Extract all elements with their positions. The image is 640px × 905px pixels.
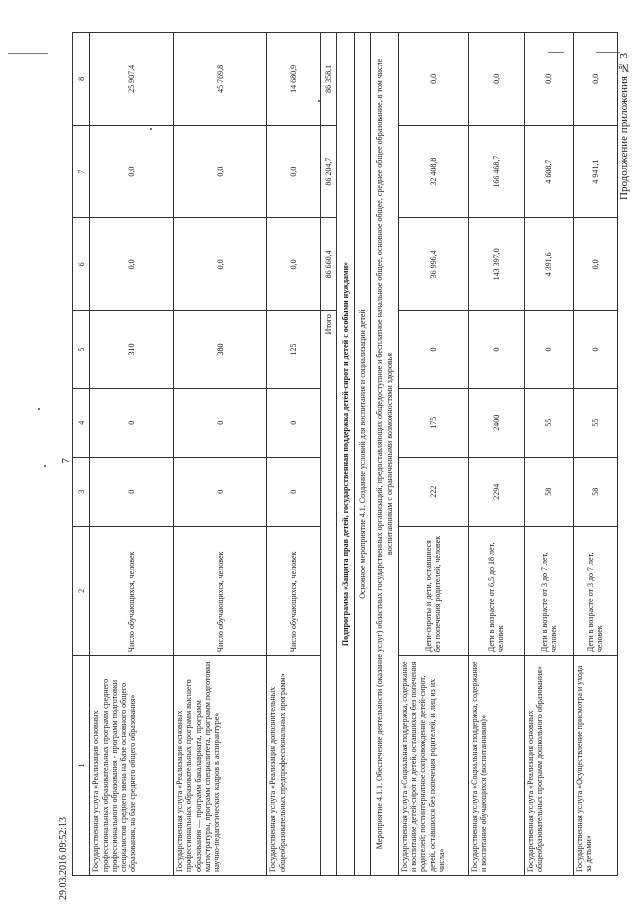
activity-row xyxy=(371,33,399,876)
cell-col8: 0,0 xyxy=(573,33,617,126)
cell-col3: 222 xyxy=(399,457,469,526)
total-row xyxy=(321,33,337,876)
column-number: 5 xyxy=(73,311,90,389)
cell-col5: 310 xyxy=(90,311,174,389)
cell-col3: 58 xyxy=(573,457,617,526)
column-number: 1 xyxy=(73,656,90,876)
cell-col7: 32 408,8 xyxy=(399,125,469,218)
column-number: 6 xyxy=(73,218,90,311)
cell-col3: 2294 xyxy=(468,457,524,526)
subprogram-title: Подпрограмма «Защита прав детей, государственная поддержка детей-сирот и детей с особыми нуждами» xyxy=(337,33,354,876)
column-number: 7 xyxy=(73,125,90,218)
cell-col4: 0 xyxy=(267,388,321,457)
services-table xyxy=(72,32,618,876)
scan-dash xyxy=(8,53,48,54)
column-number: 4 xyxy=(73,388,90,457)
cell-col7: 0,0 xyxy=(174,125,267,218)
table-row xyxy=(524,33,573,876)
cell-col7: 4 941,1 xyxy=(573,125,617,218)
cell-col4: 175 xyxy=(399,388,469,457)
cell-col5: 380 xyxy=(174,311,267,389)
service-name: Государственная услуга «Социальная поддержка, содержание и воспитание обучающихся (воспитанников)» xyxy=(468,656,524,876)
cell-col3: 0 xyxy=(267,457,321,526)
scan-speck xyxy=(44,465,46,467)
cell-col4: 0 xyxy=(174,388,267,457)
cell-col4: 55 xyxy=(573,388,617,457)
cell-col5: 0 xyxy=(573,311,617,389)
service-name: Государственная услуга «Социальная поддержка, содержание и воспитание детей-сирот и детей, оставшихся без попечения родителей; постинтернатное сопровождение детей-сирот, детей, оставшихся без попечения родителей, и лиц из их числа» xyxy=(399,656,469,876)
cell-col7: 4 608,7 xyxy=(524,125,573,218)
cell-col8: 0,0 xyxy=(524,33,573,126)
service-name: Государственная услуга «Реализация основных профессиональных образовательных программ среднего профессионального образования - программ подготовки специалистов среднего звена на базе основного общего образования, на базе среднего общего образования» xyxy=(90,656,174,876)
cell-col3: 58 xyxy=(524,457,573,526)
main-event-row xyxy=(354,33,370,876)
cell-col6: 36 996,4 xyxy=(399,218,469,311)
table-row xyxy=(174,33,267,876)
total-col7: 86 204,7 xyxy=(321,125,337,218)
table-row xyxy=(90,33,174,876)
cell-col5: 0 xyxy=(399,311,469,389)
table-row xyxy=(267,33,321,876)
service-indicator: Дети в возрасте от 3 до 7 лет, человек xyxy=(524,526,573,655)
cell-col8: 14 680,9 xyxy=(267,33,321,126)
print-timestamp: 29.03.2016 09:52:13 xyxy=(58,816,69,900)
column-number: 3 xyxy=(73,457,90,526)
cell-col8: 0,0 xyxy=(399,33,469,126)
page-number: 7 xyxy=(60,458,72,464)
service-name: Государственная услуга «Реализация основных общеобразовательных программ дошкольного образования» xyxy=(524,656,573,876)
cell-col8: 25 907,4 xyxy=(90,33,174,126)
activity-title: Мероприятие 4.1.1. Обеспечение деятельности (оказание услуг) областных государственных организаций, предоставляющих общедоступное и бесплатное начальное общее, основное общее, среднее общее образование, в том числе воспитанникам с ограниченными возможностями здоровья xyxy=(371,33,399,876)
column-number: 2 xyxy=(73,526,90,655)
cell-col4: 2400 xyxy=(468,388,524,457)
service-indicator: Число обучающихся, человек xyxy=(267,526,321,655)
service-name: Государственная услуга «Реализация основных профессиональных образовательных программ высшего образования — программ бакалавриата, программ магистратуры, программ специалитета, программ подготовки научно-педагогических кадров в аспирантуре» xyxy=(174,656,267,876)
subprogram-row xyxy=(337,33,354,876)
services-table-container xyxy=(72,32,618,876)
main-event-title: Основное мероприятие 4.1. Создание условий для воспитания и социализации детей xyxy=(354,33,370,876)
service-name: Государственная услуга «Реализация дополнительных общеобразовательных предпрофессиональных программ» xyxy=(267,656,321,876)
cell-col6: 4 391,6 xyxy=(524,218,573,311)
service-indicator: Дети-сироты и дети, оставшиеся без попечения родителей, человек xyxy=(399,526,469,655)
total-col6: 86 660,4 xyxy=(321,218,337,311)
total-label: Итого xyxy=(321,311,337,876)
service-name: Государственная услуга «Осуществление присмотра и ухода за детьми» xyxy=(573,656,617,876)
scan-speck xyxy=(38,408,40,410)
cell-col7: 0,0 xyxy=(267,125,321,218)
cell-col8: 0,0 xyxy=(468,33,524,126)
cell-col6: 0,0 xyxy=(174,218,267,311)
service-indicator: Число обучающихся, человек xyxy=(90,526,174,655)
cell-col6: 0,0 xyxy=(90,218,174,311)
cell-col6: 0,0 xyxy=(267,218,321,311)
cell-col7: 166 468,7 xyxy=(468,125,524,218)
table-row xyxy=(399,33,469,876)
cell-col6: 0,0 xyxy=(573,218,617,311)
column-number: 8 xyxy=(73,33,90,126)
cell-col3: 0 xyxy=(174,457,267,526)
cell-col5: 0 xyxy=(468,311,524,389)
cell-col7: 0,0 xyxy=(90,125,174,218)
continuation-note: Продолжение приложения № 3 xyxy=(618,53,630,200)
column-number-row xyxy=(73,33,90,876)
service-indicator: Дети в возрасте от 6,5 до 18 лет, человек xyxy=(468,526,524,655)
cell-col4: 55 xyxy=(524,388,573,457)
cell-col5: 125 xyxy=(267,311,321,389)
cell-col3: 0 xyxy=(90,457,174,526)
service-indicator: Число обучающихся, человек xyxy=(174,526,267,655)
cell-col6: 143 397,0 xyxy=(468,218,524,311)
cell-col8: 45 769,8 xyxy=(174,33,267,126)
cell-col5: 0 xyxy=(524,311,573,389)
total-col8: 86 358,1 xyxy=(321,33,337,126)
table-row xyxy=(468,33,524,876)
cell-col4: 0 xyxy=(90,388,174,457)
service-indicator: Дети в возрасте от 3 до 7 лет, человек xyxy=(573,526,617,655)
table-row xyxy=(573,33,617,876)
